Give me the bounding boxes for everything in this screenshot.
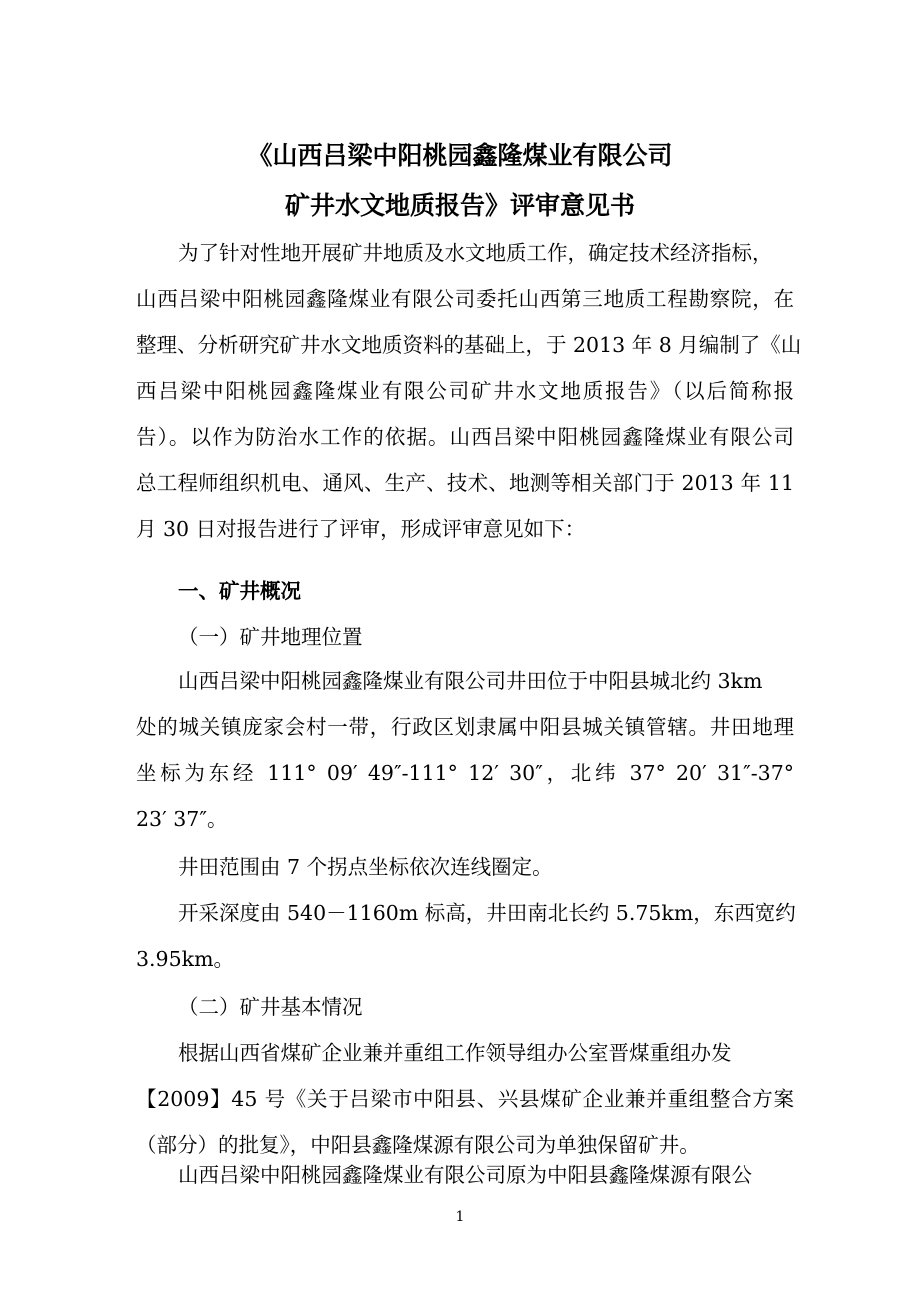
intro-line: 总工程师组织机电、通风、生产、技术、地测等相关部门于 2013 年 11	[136, 471, 794, 495]
intro-line: 月 30 日对报告进行了评审，形成评审意见如下：	[136, 517, 586, 541]
depth-line: 开采深度由 540－1160m 标高，井田南北长约 5.75km，东西宽约	[178, 901, 796, 925]
document-title-line-2: 矿井水文地质报告》评审意见书	[284, 191, 635, 220]
intro-line: 山西吕梁中阳桃园鑫隆煤业有限公司委托山西第三地质工程勘察院，在	[136, 287, 794, 311]
location-line: 处的城关镇庞家会村一带，行政区划隶属中阳县城关镇管辖。井田地理	[136, 715, 794, 739]
location-line: 坐标为东经 111° 09′ 49″-111° 12′ 30″，北纬 37° 20′ 31″-37°	[136, 761, 794, 785]
approval-line: 【2009】45 号《关于吕梁市中阳县、兴县煤矿企业兼并重组整合方案	[136, 1087, 794, 1111]
location-line: 23′ 37″。	[136, 807, 228, 831]
page-number: 1	[455, 1209, 465, 1225]
document-title-line-1: 《山西吕梁中阳桃园鑫隆煤业有限公司	[247, 141, 673, 170]
subsection-2-heading: （二）矿井基本情况	[178, 995, 363, 1019]
location-line: 山西吕梁中阳桃园鑫隆煤业有限公司井田位于中阳县城北约 3km	[178, 669, 763, 693]
intro-line: 为了针对性地开展矿井地质及水文地质工作，确定技术经济指标，	[178, 241, 773, 265]
boundary-sentence: 井田范围由 7 个拐点坐标依次连线圈定。	[178, 855, 553, 879]
intro-line: 告）。以作为防治水工作的依据。山西吕梁中阳桃园鑫隆煤业有限公司	[136, 425, 794, 449]
intro-line: 西吕梁中阳桃园鑫隆煤业有限公司矿井水文地质报告》（以后简称报	[136, 379, 794, 403]
approval-line: 根据山西省煤矿企业兼并重组工作领导组办公室晋煤重组办发	[178, 1041, 732, 1065]
intro-line: 整理、分析研究矿井水文地质资料的基础上，于 2013 年 8 月编制了《山	[136, 333, 802, 357]
section-1-heading: 一、矿井概况	[178, 579, 301, 603]
depth-line: 3.95km。	[136, 947, 235, 971]
approval-line: （部分）的批复》，中阳县鑫隆煤源有限公司为单独保留矿井。	[136, 1133, 700, 1157]
subsection-1-heading: （一）矿井地理位置	[178, 625, 363, 649]
history-line: 山西吕梁中阳桃园鑫隆煤业有限公司原为中阳县鑫隆煤源有限公	[178, 1163, 752, 1187]
